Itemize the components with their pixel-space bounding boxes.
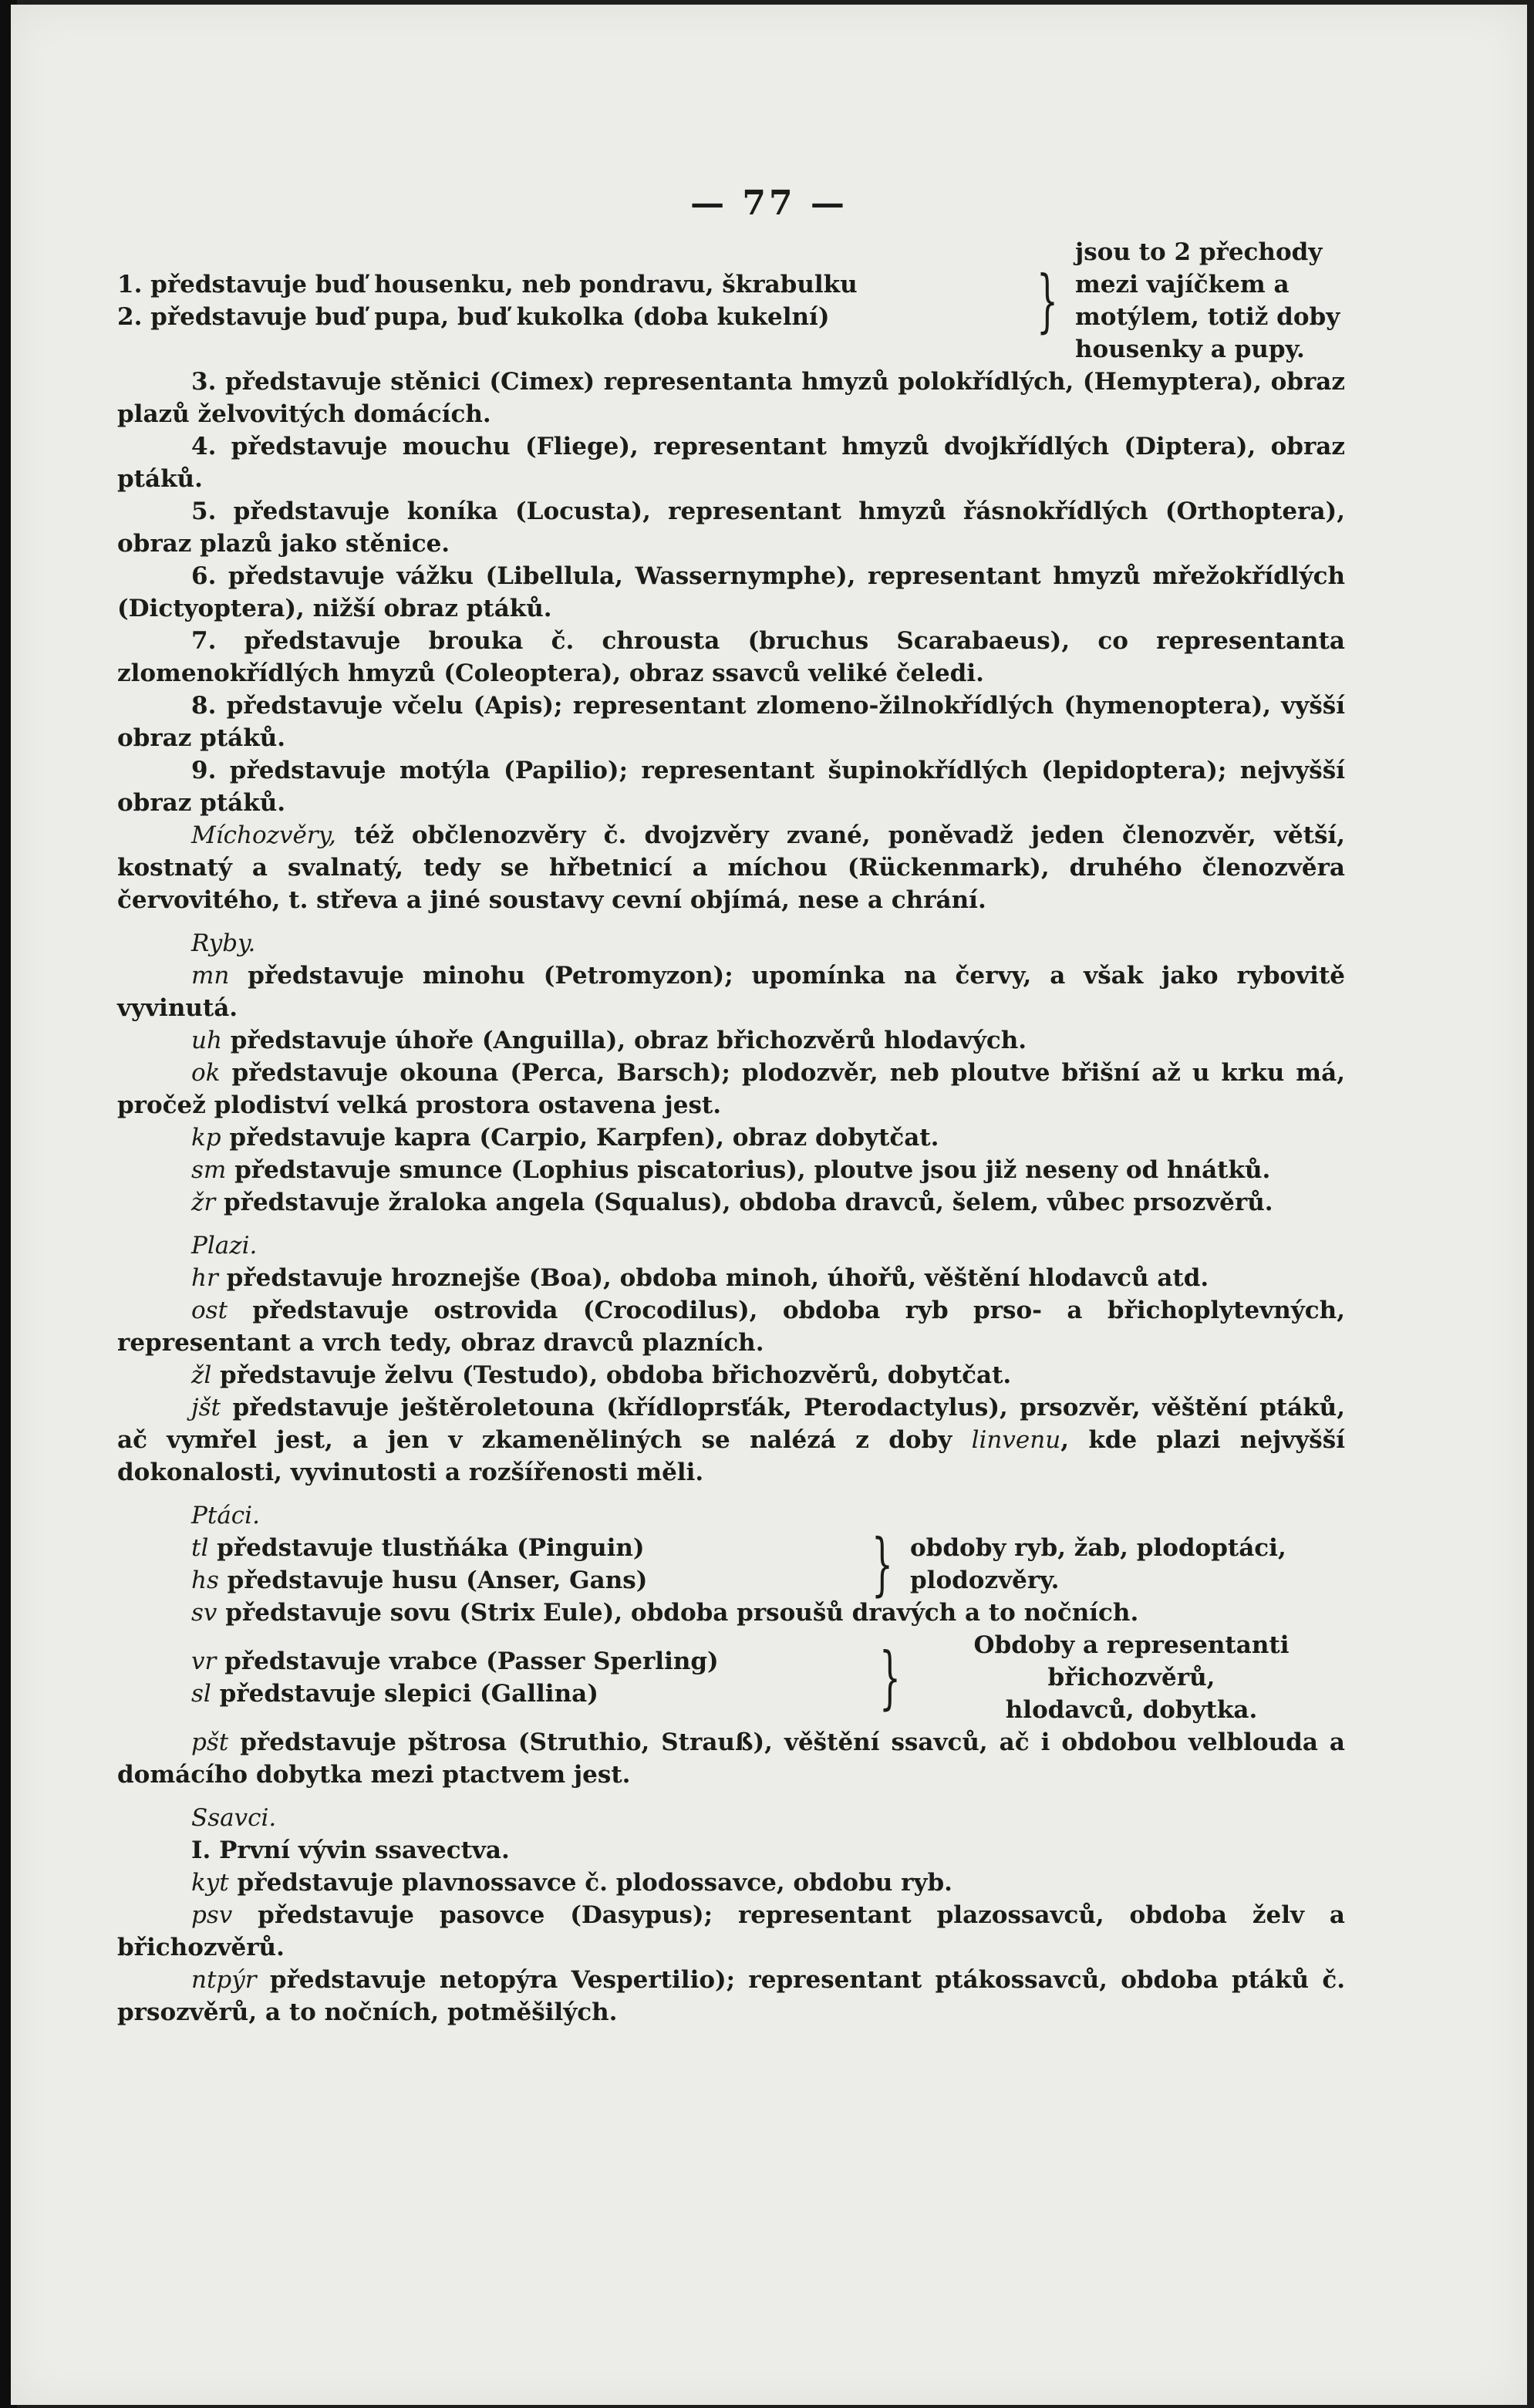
ryby-item: žr představuje žraloka angela (Squalus), obdoba dravců, šelem, vůbec prsozvěrů. xyxy=(191,1189,1273,1216)
ptaci-group-a xyxy=(117,1524,1345,1604)
item-3: 3. představuje stěnici (Cimex) representanta hmyzů polokřídlých, (Hemyptera), obraz plazů želvovitých domácích. xyxy=(117,368,1345,428)
ptaci-item: sl představuje slepici (Gallina) xyxy=(191,1680,598,1708)
ryby-item: mn představuje minohu (Petromyzon); upomínka na červy, a však jako rybovitě vyvinutá. xyxy=(117,962,1345,1022)
plazi-item: ost představuje ostrovida (Crocodilus), obdoba ryb prso- a břichoplytevných, representant a vrch tedy, obraz dravců plazních. xyxy=(117,1297,1345,1357)
brace-note: obdoby ryb, žab, plodoptáci, plodozvěry. xyxy=(910,1534,1286,1594)
section-heading-plazi: Plazi. xyxy=(191,1232,258,1260)
section-heading-ptaci: Ptáci. xyxy=(191,1502,260,1529)
brace: } xyxy=(879,1637,901,1717)
brace-note: Obdoby a representanti břichozvěrů, xyxy=(973,1631,1290,1691)
ryby-item: ok představuje okouna (Perca, Barsch); plodozvěr, neb ploutve břišní až u krku má, pročež plodiství velká prostora ostavena jest. xyxy=(117,1059,1345,1119)
item-6: 6. představuje vážku (Libellula, Wassernymphe), representant hmyzů mřežokřídlých (Dictyoptera), nižší obraz ptáků. xyxy=(117,562,1345,622)
michozvery-text: též občlenozvěry č. dvojzvěry zvané, poněvadž jeden členozvěr, větší, kostnatý a svalnatý, tedy se hřbetnicí a míchou (Rückenmark), druhého členozvěra červovitého, t. střeva a jiné soustavy cevní objímá, nese a chrání. xyxy=(117,821,1345,914)
ptaci-item: sv představuje sovu (Strix Eule), obdoba prsoušů dravých a to nočních. xyxy=(191,1599,1139,1627)
brace-note: hlodavců, dobytka. xyxy=(1005,1696,1258,1724)
section-heading-ssavci: Ssavci. xyxy=(191,1804,277,1832)
larva-pupa-group xyxy=(117,236,1345,366)
ryby-item: sm představuje smunce (Lophius piscatorius), ploutve jsou již neseny od hnátků. xyxy=(191,1156,1271,1184)
item-2: 2. představuje buď pupa, buď kukolka (doba kukelní) xyxy=(117,303,830,331)
ssavci-item: ntpýr představuje netopýra Vespertilio); representant ptákossavců, obdoba ptáků č. prsozvěrů, a to nočních, potměšilých. xyxy=(117,1966,1345,2026)
book-page xyxy=(11,5,1527,2405)
michozvery-term: Míchozvěry, xyxy=(191,821,336,849)
ssavci-subheading: I. První vývin ssavectva. xyxy=(191,1836,510,1864)
ptaci-item: vr představuje vrabce (Passer Sperling) xyxy=(191,1647,719,1675)
brace-note: jsou to 2 přechody mezi vajíčkem a motýlem, totiž doby housenky a pupy. xyxy=(1075,238,1340,363)
page-body xyxy=(117,236,1345,2029)
item-8: 8. představuje včelu (Apis); representant zlomeno-žilnokřídlých (hymenoptera), vyšší obraz ptáků. xyxy=(117,692,1345,752)
item-1: 1. představuje buď housenku, neb pondravu, škrabulku xyxy=(117,271,858,298)
ptaci-item: tl představuje tlustňáka (Pinguin) xyxy=(191,1534,645,1562)
plazi-item: hr představuje hroznejše (Boa), obdoba minoh, úhořů, věštění hlodavců atd. xyxy=(191,1264,1209,1292)
ptaci-item: pšt představuje pštrosa (Struthio, Strauß), věštění ssavců, ač i obdobou velblouda a domácího dobytka mezi ptactvem jest. xyxy=(117,1728,1345,1789)
brace: } xyxy=(872,1524,893,1604)
item-9: 9. představuje motýla (Papilio); representant šupinokřídlých (lepidoptera); nejvyšší obraz ptáků. xyxy=(117,757,1345,817)
ptaci-item: hs představuje husu (Anser, Gans) xyxy=(191,1567,648,1594)
brace: } xyxy=(1037,261,1058,340)
ssavci-item: psv představuje pasovce (Dasypus); representant plazossavců, obdoba želv a břichozvěrů. xyxy=(117,1901,1345,1961)
item-7: 7. představuje brouka č. chrousta (bruchus Scarabaeus), co representanta zlomenokřídlých hmyzů (Coleoptera), obraz ssavců veliké čeledi. xyxy=(117,627,1345,687)
ryby-item: uh představuje úhoře (Anguilla), obraz břichozvěrů hlodavých. xyxy=(191,1027,1027,1054)
ssavci-item: kyt představuje plavnossavce č. plodossavce, obdobu ryb. xyxy=(191,1869,952,1897)
ptaci-group-b xyxy=(117,1629,1345,1726)
plazi-item: jšt představuje ještěroletouna (křídloprsťák, Pterodactylus), prsozvěr, věštění ptáků, ač vymřel jest, a jen v zkameněliných se nalézá z doby linvenu, kde plazi nejvyšší dokonalosti, vyvinutosti a rozšířenosti měli. xyxy=(117,1394,1345,1486)
section-heading-ryby: Ryby. xyxy=(191,929,256,957)
item-5: 5. představuje koníka (Locusta), representant hmyzů řásnokřídlých (Orthoptera), obraz plazů jako stěnice. xyxy=(117,497,1345,558)
plazi-item: žl představuje želvu (Testudo), obdoba břichozvěrů, dobytčat. xyxy=(191,1361,1012,1389)
michozvery-paragraph xyxy=(117,819,1345,916)
page-number: — 77 — xyxy=(690,184,848,223)
ryby-item: kp představuje kapra (Carpio, Karpfen), obraz dobytčat. xyxy=(191,1124,939,1152)
item-4: 4. představuje mouchu (Fliege), representant hmyzů dvojkřídlých (Diptera), obraz ptáků. xyxy=(117,433,1345,493)
